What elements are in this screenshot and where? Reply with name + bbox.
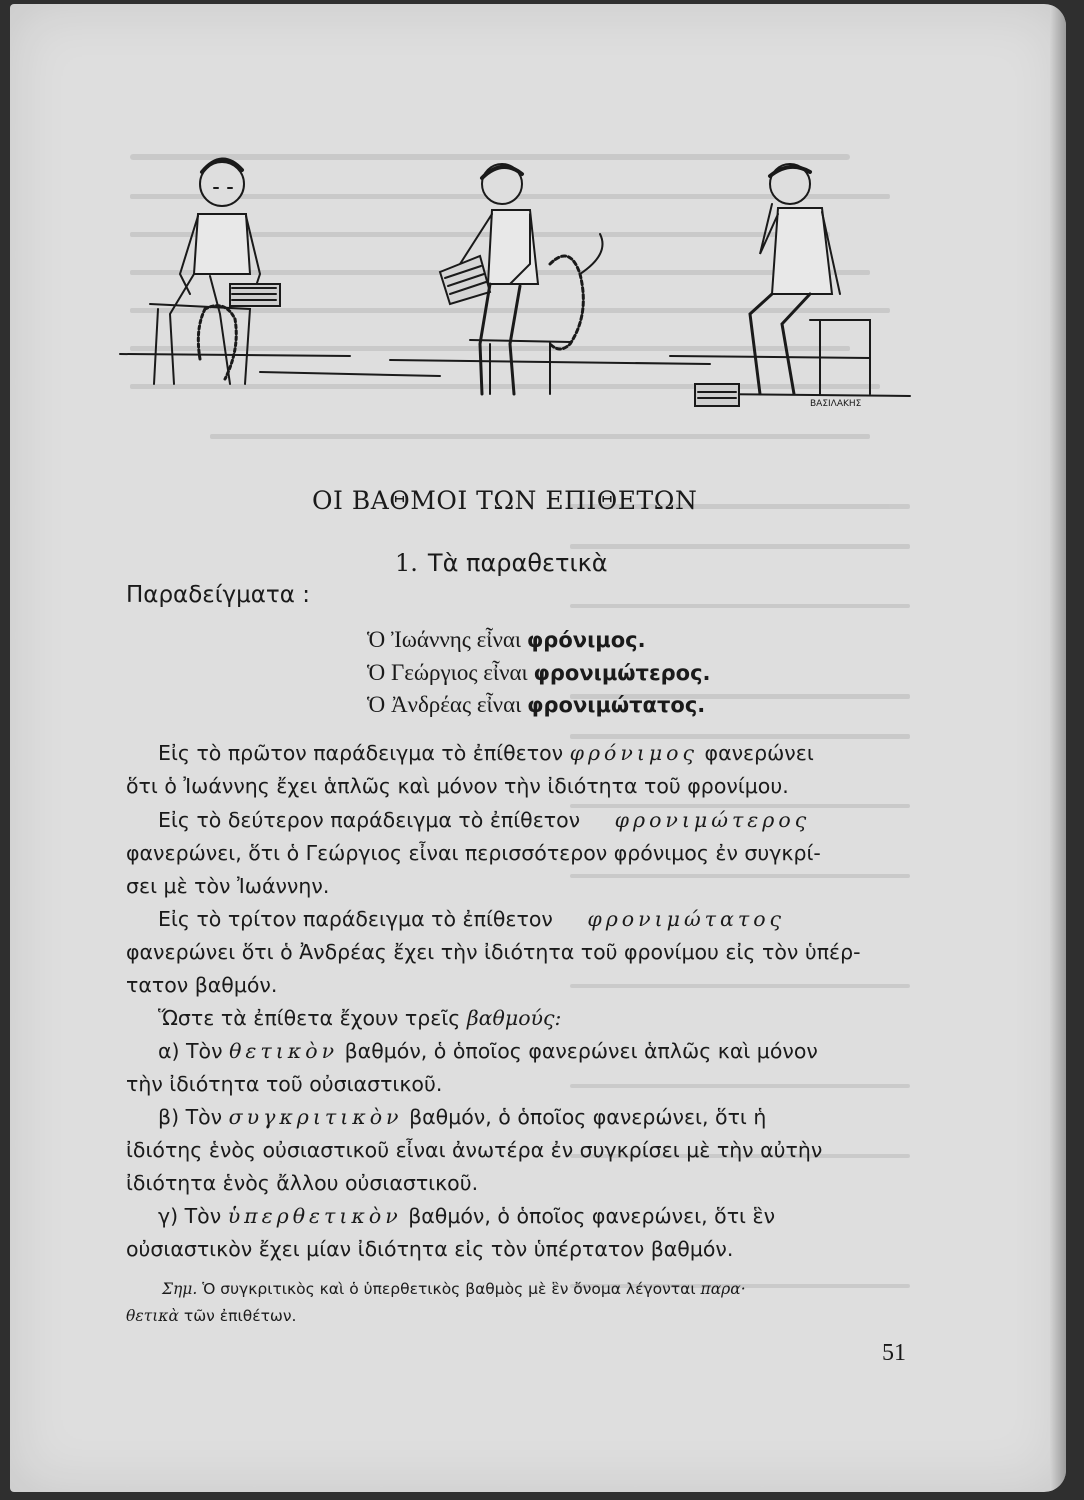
item-b-line-1: β) Τὸν συγκριτικὸν βαθμόν, ὁ ὁποῖος φανερώνει, ὅτι ἡ	[158, 1105, 767, 1129]
spaced-word-thetikon: θετικὸν	[229, 1039, 339, 1063]
spaced-word-fronimotatos: φρονιμώτατος	[587, 907, 786, 931]
paragraph-4: Ὥστε τὰ ἐπίθετα ἔχουν τρεῖς βαθμούς:	[158, 1006, 562, 1030]
example-sentence-2: Ὁ Γεώργιος εἶναι φρονιμώτερος.	[367, 660, 711, 685]
italic-word-bathmous: βαθμούς:	[466, 1006, 562, 1030]
paragraph-1-line-1: Εἰς τὸ πρῶτον παράδειγμα τὸ ἐπίθετον φρόνιμος φανερώνει	[158, 741, 814, 765]
example-adjective-2: φρονιμώτερος.	[533, 661, 711, 685]
spaced-word-fronimoteros: φρονιμώτερος	[614, 808, 811, 832]
paragraph-3-line-3: τατον βαθμόν.	[126, 973, 278, 997]
spaced-word-synkritikon: συγκριτικὸν	[228, 1105, 403, 1129]
paragraph-2-line-3: σει μὲ τὸν Ἰωάννην.	[126, 874, 330, 898]
examples-label: Παραδείγματα :	[126, 582, 310, 608]
footnote-line-1: Σημ. Ὁ συγκριτικὸς καὶ ὁ ὑπερθετικὸς βαθμὸς μὲ ἓν ὄνομα λέγονται παρα·	[162, 1280, 746, 1298]
spaced-word-hyperthetikon: ὑπερθετικὸν	[227, 1204, 402, 1228]
paragraph-3-line-1: Εἰς τὸ τρίτον παράδειγμα τὸ ἐπίθετον φρονιμώτατος	[158, 907, 786, 931]
paragraph-2-line-2: φανερώνει, ὅτι ὁ Γεώργιος εἶναι περισσότερον φρόνιμος ἐν συγκρί-	[126, 841, 821, 865]
spaced-word-fronimos: φρόνιμος	[569, 741, 699, 765]
example-sentence-1: Ὁ Ἰωάννης εἶναι φρόνιμος.	[367, 627, 646, 652]
page-title: ΟΙ ΒΑΘΜΟΙ ΤΩΝ ΕΠΙΘΕΤΩΝ	[312, 486, 698, 515]
example-adjective-1: φρόνιμος.	[526, 628, 646, 652]
paragraph-3-line-2: φανερώνει ὅτι ὁ Ἀνδρέας ἔχει τὴν ἰδιότητα τοῦ φρονίμου εἰς τὸν ὑπέρ-	[126, 940, 861, 964]
footnote-label: Σημ.	[162, 1280, 198, 1298]
section-number: 1.	[395, 549, 418, 577]
paragraph-2-line-1: Εἰς τὸ δεύτερον παράδειγμα τὸ ἐπίθετον φρονιμώτερος	[158, 808, 811, 832]
three-boys-illustration	[110, 144, 930, 424]
footnote-line-2: θετικὰ τῶν ἐπιθέτων.	[126, 1307, 297, 1325]
section-title: Τὰ παραθετικὰ	[427, 549, 608, 577]
section-heading	[395, 549, 608, 577]
item-b-line-2: ἰδιότης ἑνὸς οὐσιαστικοῦ εἶναι ἀνωτέρα ἐν συγκρίσει μὲ τὴν αὐτὴν	[126, 1138, 823, 1162]
item-b-line-3: ἰδιότητα ἑνὸς ἄλλου οὐσιαστικοῦ.	[126, 1171, 479, 1195]
example-sentence-3: Ὁ Ἀνδρέας εἶναι φρονιμώτατος.	[367, 692, 706, 717]
book-page	[10, 4, 1066, 1492]
item-a-line-1: α) Τὸν θετικὸν βαθμόν, ὁ ὁποῖος φανερώνει ἁπλῶς καὶ μόνον	[158, 1039, 818, 1063]
page-number: 51	[882, 1340, 906, 1366]
boy-reading-figure	[440, 164, 603, 394]
boy-with-cat-figure	[150, 159, 280, 384]
item-a-line-2: τὴν ἰδιότητα τοῦ οὐσιαστικοῦ.	[126, 1072, 443, 1096]
example-adjective-3: φρονιμώτατος.	[527, 693, 706, 717]
paragraph-1-line-2: ὅτι ὁ Ἰωάννης ἔχει ἁπλῶς καὶ μόνον τὴν ἰδιότητα τοῦ φρονίμου.	[126, 774, 789, 798]
illustrator-signature: ΒΑΣΙΛΑΚΗΣ	[810, 399, 862, 409]
item-c-line-1: γ) Τὸν ὑπερθετικὸν βαθμόν, ὁ ὁποῖος φανερώνει, ὅτι ἓν	[158, 1204, 776, 1228]
item-c-line-2: οὐσιαστικὸν ἔχει μίαν ἰδιότητα εἰς τὸν ὑπέρτατον βαθμόν.	[126, 1237, 734, 1261]
boy-thinking-figure	[695, 164, 870, 406]
